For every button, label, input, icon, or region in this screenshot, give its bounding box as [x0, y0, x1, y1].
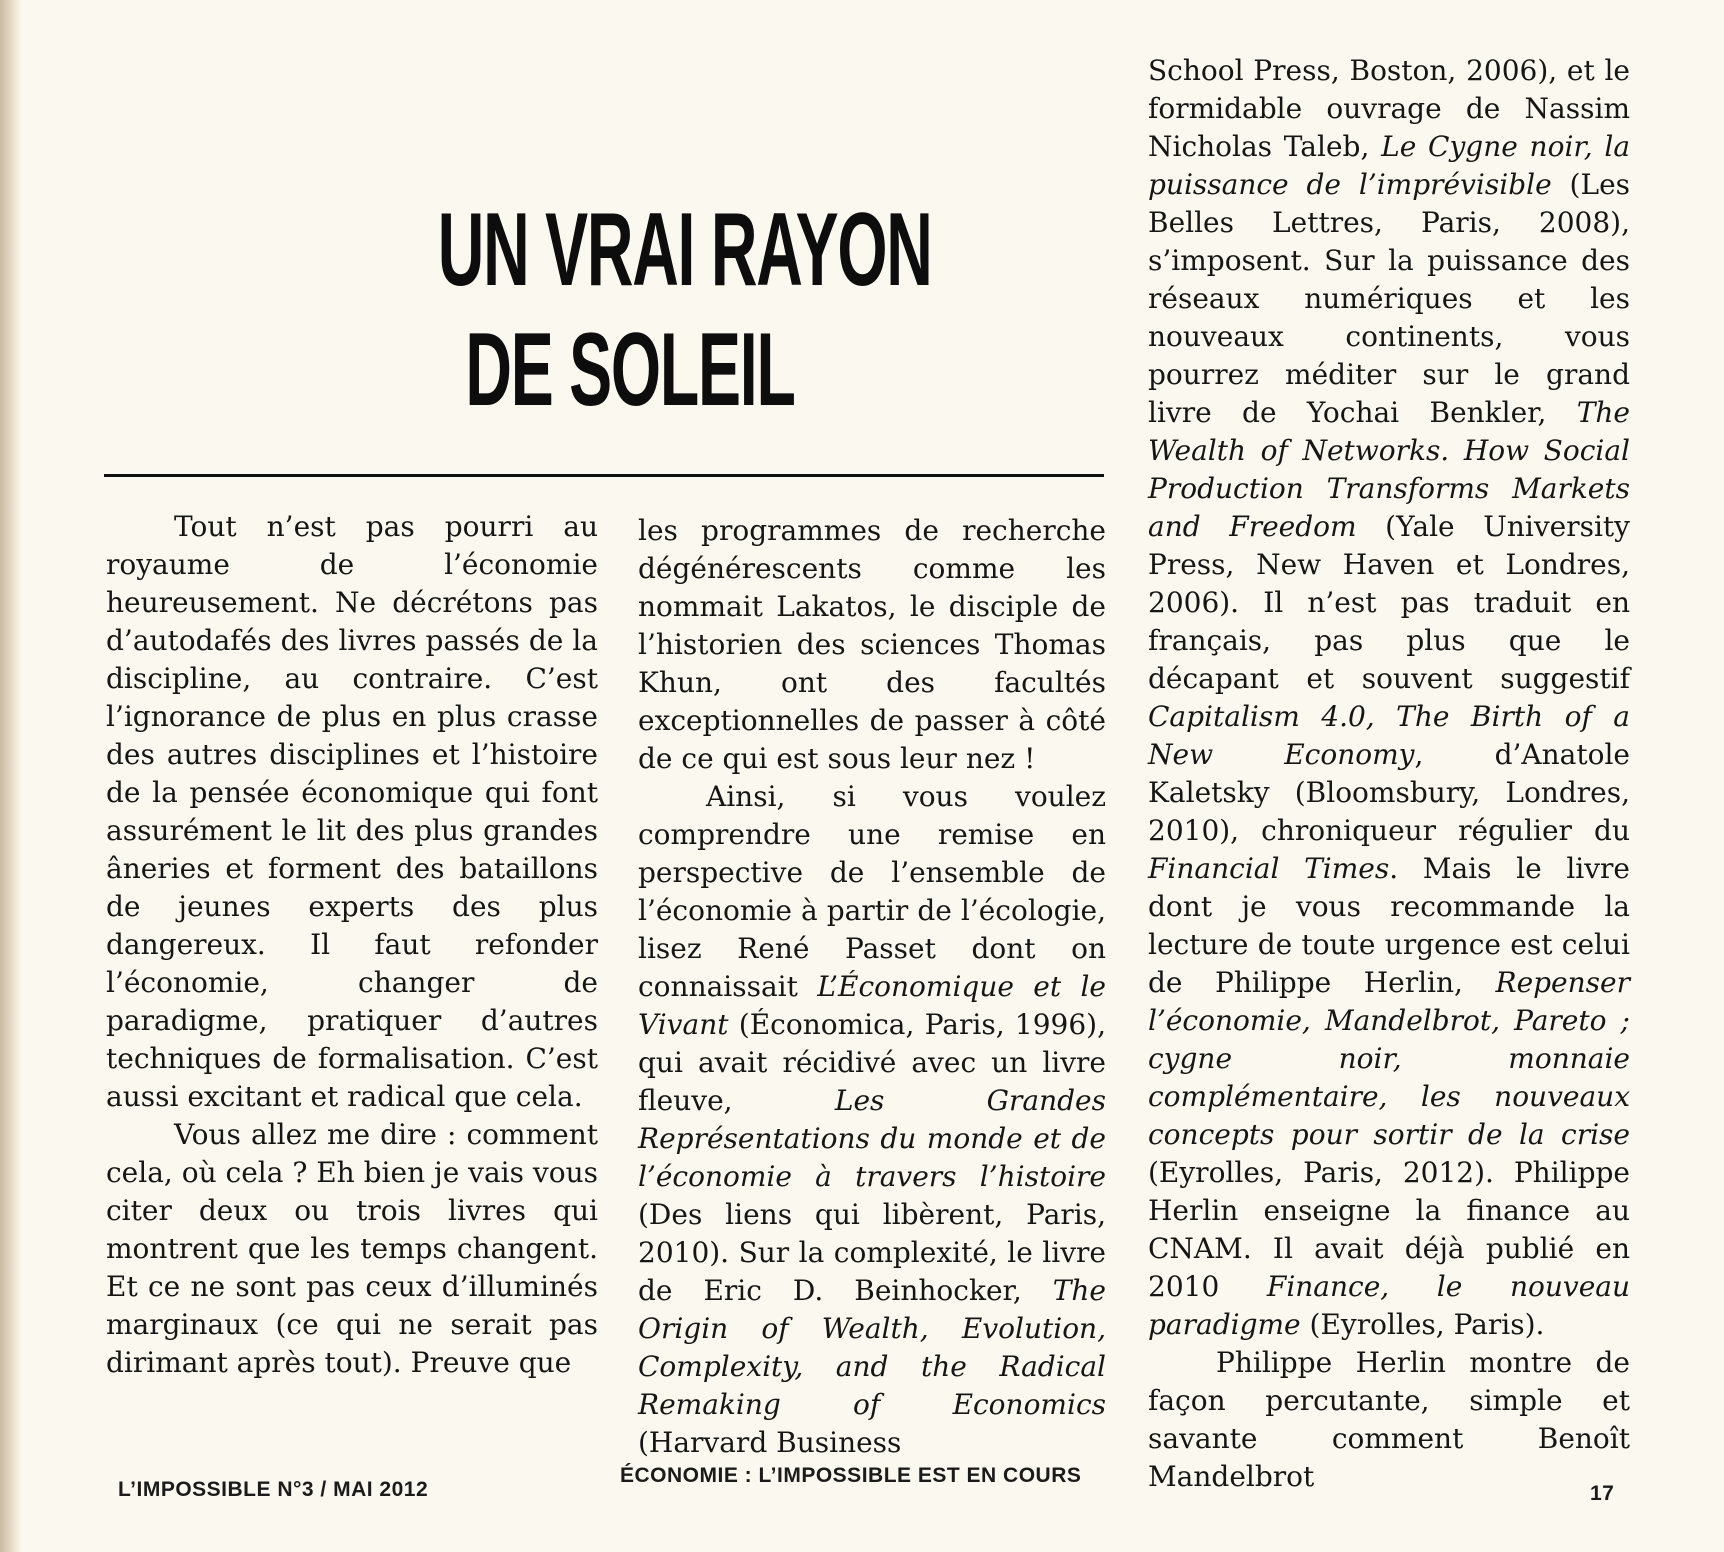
paragraph: Philippe Herlin montre de façon percutante, simple et savante comment Benoît Mandelbrot	[1148, 1346, 1630, 1493]
headline-line-1: UN VRAI RAYON	[437, 192, 932, 308]
text-run: (Les Belles Lettres, Paris, 2008), s’imposent. Sur la puissance des réseaux numériques et les nouveaux continents, vous pourrez méditer sur le grand livre de Yochai Benkler,	[1148, 168, 1631, 429]
paragraph: Tout n’est pas pourri au royaume de l’économie heureusement. Ne décrétons pas d’autodafés des livres passés de la discipline, au contraire. C’est l’ignorance de plus en plus crasse des autres disciplines et l’histoire de la pensée économique qui font assurément le lit des plus grandes âneries et forment des bataillons de jeunes experts des plus dangereux. Il faut refonder l’économie, changer de paradigme, pratiquer d’autres techniques de formalisation. C’est aussi excitant et radical que cela.	[106, 510, 598, 1113]
footer-issue-info: L’IMPOSSIBLE N°3 / MAI 2012	[118, 1478, 429, 1501]
page-binding-edge	[0, 0, 22, 1552]
book-title: Le Cygne noir, la puissance de l’imprévisible	[1148, 130, 1631, 201]
text-run: Ainsi, si vous voulez comprendre une remise en perspective de l’ensemble de l’économie à partir de l’écologie, lisez René Passet dont on connaissait	[638, 780, 1106, 1003]
text-run: (Yale University Press, New Haven et Londres, 2006). Il n’est pas traduit en français, pas plus que le décapant et souvent suggestif	[1148, 510, 1630, 695]
text-run: (Eyrolles, Paris).	[1300, 1308, 1545, 1341]
paragraph	[1148, 52, 1630, 1344]
paragraph: Vous allez me dire : comment cela, où cela ? Eh bien je vais vous citer deux ou trois livres qui montrent que les temps changent. Et ce ne sont pas ceux d’illuminés marginaux (ce qui ne serait pas dirimant après tout). Preuve que	[106, 1118, 598, 1379]
paragraph: les programmes de recherche dégénérescents comme les nommait Lakatos, le disciple de l’historien des sciences Thomas Khun, ont des facultés exceptionnelles de passer à côté de ce qui est sous leur nez !	[638, 514, 1106, 775]
article-column-2	[638, 512, 1106, 1462]
book-title: The Origin of Wealth, Evolution, Complexity, and the Radical Remaking of Economics	[638, 1274, 1106, 1421]
headline-line-2: DE SOLEIL	[465, 312, 795, 428]
text-run: . Mais le livre dont je vous recommande la lecture de toute urgence est celui de Philippe Herlin,	[1148, 852, 1631, 999]
headline-rule	[104, 474, 1104, 477]
text-run: (Économica, Paris, 1996), qui avait récidivé avec un livre fleuve,	[638, 1008, 1106, 1117]
text-run: (Eyrolles, Paris, 2012). Philippe Herlin enseigne la finance au CNAM. Il avait déjà publié en 2010	[1148, 1156, 1630, 1303]
book-title: Finance, le nouveau paradigme	[1148, 1270, 1630, 1341]
publication-title: Financial Times	[1148, 852, 1390, 885]
book-title: Capitalism 4.0, The Birth of a New Economy	[1148, 700, 1630, 771]
book-title: Les Grandes Représentations du monde et de l’économie à travers l’histoire	[638, 1084, 1106, 1193]
book-title: Repenser l’économie, Mandelbrot, Pareto ; cygne noir, monnaie complémentaire, les nouveaux concepts pour sortir de la crise	[1148, 966, 1630, 1151]
footer-section-title: ÉCONOMIE : L’IMPOSSIBLE EST EN COURS	[620, 1464, 1082, 1487]
book-title: L’Économique et le Vivant	[638, 970, 1106, 1041]
text-run: (Des liens qui libèrent, Paris, 2010). Sur la complexité, le livre de Eric D. Beinhocker,	[638, 1198, 1106, 1307]
page-number: 17	[1590, 1482, 1615, 1505]
article-column-3	[1148, 52, 1630, 1496]
text-run: , d’Anatole Kaletsky (Bloomsbury, Londres, 2010), chroniqueur régulier du	[1148, 738, 1630, 847]
text-run: (Harvard Business	[638, 1426, 902, 1459]
paragraph	[638, 778, 1106, 1462]
article-column-1	[106, 508, 598, 1382]
text-run: School Press, Boston, 2006), et le formidable ouvrage de Nassim Nicholas Taleb,	[1148, 54, 1630, 163]
article-headline	[437, 190, 932, 430]
book-title: The Wealth of Networks. How Social Production Transforms Markets and Freedom	[1148, 396, 1630, 543]
